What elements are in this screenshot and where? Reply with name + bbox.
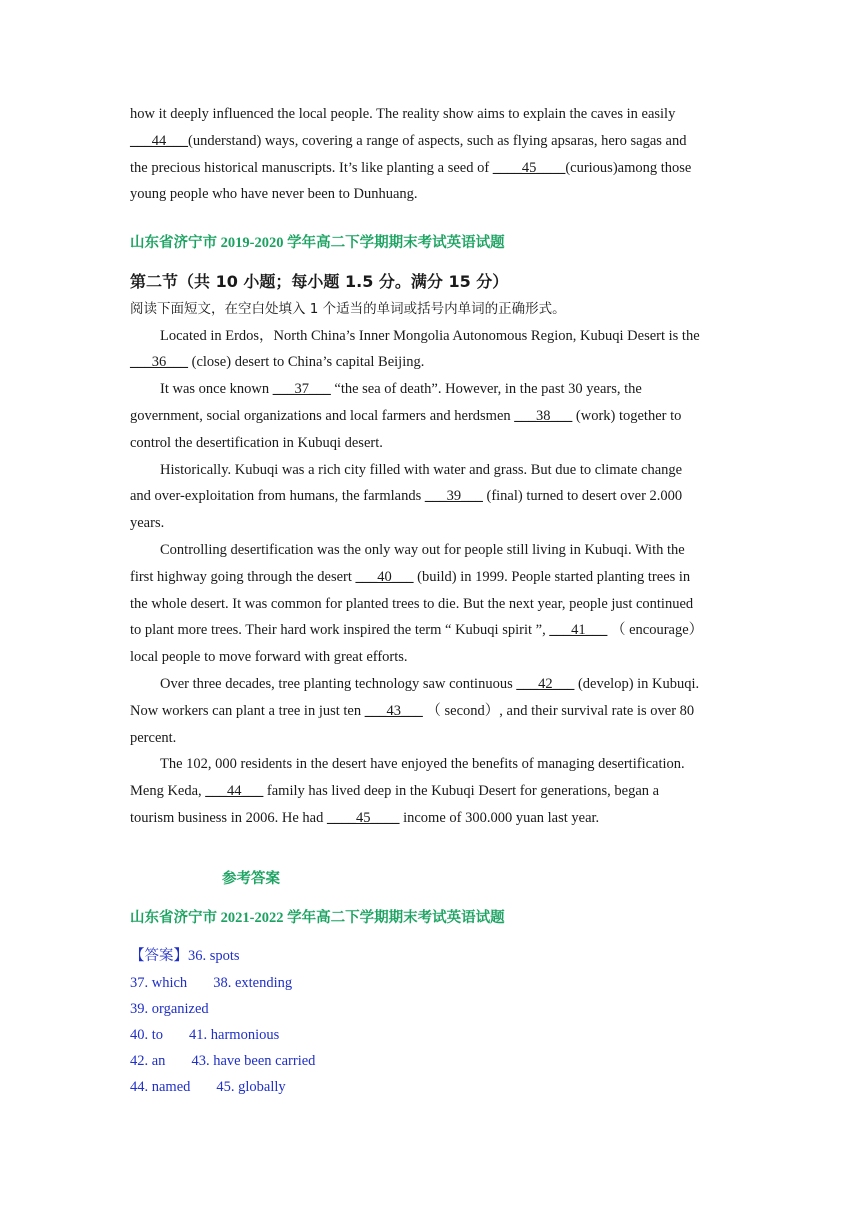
- passage-text: Now workers can plant a tree in just ten: [130, 702, 365, 719]
- passage-text: It was once known: [160, 381, 273, 398]
- blank-43: ___43___: [364, 702, 423, 719]
- passage-text: the whole desert. It was common for planted trees to die. But the next year, people just continued: [130, 595, 694, 612]
- passage-text: income of 300.000 yuan last year.: [399, 809, 600, 826]
- paragraph-3-line-2: [130, 483, 730, 510]
- paragraph-4-line-1: [130, 537, 730, 564]
- blank-39: ___39___: [424, 488, 483, 505]
- passage-text: (close) desert to China’s capital Beijing.: [188, 354, 425, 371]
- paragraph-5-line-2: [130, 698, 730, 725]
- passage-text: first highway going through the desert: [130, 568, 356, 585]
- section-heading: 第二节（共 10 小题；每小题 1.5 分。满分 15 分）: [130, 271, 509, 291]
- paragraph-6-line-2: [130, 778, 730, 805]
- paragraph-4-line-4: [130, 617, 730, 644]
- passage-text: The 102, 000 residents in the desert have enjoyed the benefits of managing desertification.: [160, 756, 685, 773]
- passage-text: percent.: [130, 729, 177, 746]
- paragraph-2-line-3: [130, 430, 730, 457]
- passage-text: local people to move forward with great efforts.: [130, 649, 408, 666]
- answer-45: 45. globally: [216, 1079, 286, 1096]
- blank-45: ____45____: [326, 809, 400, 826]
- answer-source: 山东省济宁市 2021-2022 学年高二下学期期末考试英语试题: [130, 909, 505, 926]
- paragraph-4-line-3: [130, 591, 730, 618]
- intro-line-2: [130, 128, 730, 155]
- passage-text: years.: [130, 515, 165, 532]
- paragraph-4-line-5: [130, 644, 730, 671]
- blank-41: ___41___: [549, 622, 608, 639]
- passage-text: (final) turned to desert over 2.000: [482, 488, 683, 505]
- intro-text: the precious historical manuscripts. It’s like planting a seed of: [130, 159, 490, 176]
- blank-44-intro: ___44___: [130, 132, 188, 149]
- passage-text: Controlling desertification was the only way out for people still living in Kubuqi. With the: [160, 541, 685, 558]
- blank-40: ___40___: [355, 568, 414, 585]
- answer-44: 44. named: [130, 1079, 191, 1096]
- answer-40: 40. to: [130, 1026, 164, 1043]
- answer-39: 39. organized: [130, 1000, 209, 1017]
- answer-43: 43. have been carried: [191, 1053, 316, 1070]
- instruction: 阅读下面短文，在空白处填入 1 个适当的单词或括号内单词的正确形式。: [130, 300, 566, 317]
- paragraph-4-line-2: [130, 564, 730, 591]
- blank-44: ___44___: [205, 783, 264, 800]
- blank-45-intro: ____45____: [492, 159, 566, 176]
- answer-label: 【答案】: [130, 948, 188, 965]
- passage-text: Meng Keda,: [130, 783, 206, 800]
- passage-text: (work) together to: [572, 407, 682, 424]
- blank-38: ___38___: [514, 407, 573, 424]
- paragraph-3-line-3: [130, 510, 730, 537]
- passage-text: family has lived deep in the Kubuqi Desert for generations, began a: [263, 783, 660, 800]
- answer-41: 41. harmonious: [189, 1026, 280, 1043]
- blank-37: ___37___: [272, 381, 331, 398]
- paragraph-1-line-2: [130, 349, 730, 376]
- answer-title: 参考答案: [222, 870, 280, 887]
- intro-text: (understand) ways, covering a range of aspects, such as flying apsaras, hero sagas and: [188, 132, 687, 149]
- answer-36: 36. spots: [188, 948, 240, 965]
- paragraph-3-line-1: [130, 457, 730, 484]
- passage-text: tourism business in 2006. He had: [130, 809, 327, 826]
- answer-line-1: [130, 943, 730, 969]
- document-page: [130, 101, 730, 1101]
- answer-line-4: [130, 1022, 730, 1048]
- section-source: 山东省济宁市 2019-2020 学年高二下学期期末考试英语试题: [130, 235, 505, 252]
- intro-line-1: [130, 101, 730, 128]
- intro-line-4: [130, 181, 730, 208]
- intro-text: (curious)among those: [565, 159, 692, 176]
- passage-text: control the desertification in Kubuqi desert.: [130, 434, 383, 451]
- blank-36: ___36___: [130, 354, 188, 371]
- passage-text: （ encourage）: [607, 622, 704, 639]
- passage-text: and over-exploitation from humans, the farmlands: [130, 488, 425, 505]
- paragraph-2-line-2: [130, 403, 730, 430]
- passage-text: Historically. Kubuqi was a rich city filled with water and grass. But due to climate change: [160, 461, 683, 478]
- passage-text: (build) in 1999. People started planting trees in: [413, 568, 691, 585]
- paragraph-6-line-1: [130, 751, 730, 778]
- intro-text: young people who have never been to Dunhuang.: [130, 186, 418, 203]
- paragraph-2-line-1: [130, 376, 730, 403]
- paragraph-5-line-3: [130, 725, 730, 752]
- passage-text: Located in Erdos，North China’s Inner Mongolia Autonomous Region, Kubuqi Desert is the: [160, 327, 700, 344]
- intro-text: how it deeply influenced the local people. The reality show aims to explain the caves in easily: [130, 106, 676, 122]
- answer-37: 37. which: [130, 974, 188, 991]
- passage-text: government, social organizations and local farmers and herdsmen: [130, 407, 515, 424]
- answer-line-3: [130, 996, 730, 1022]
- passage-text: Over three decades, tree planting technology saw continuous: [160, 675, 517, 692]
- intro-line-3: [130, 155, 730, 182]
- paragraph-6-line-3: [130, 805, 730, 832]
- answer-42: 42. an: [130, 1053, 166, 1070]
- answer-line-6: [130, 1074, 730, 1100]
- passage-text: “the sea of death”. However, in the past 30 years, the: [330, 381, 642, 398]
- passage-text: (develop) in Kubuqi.: [574, 675, 700, 692]
- passage-text: to plant more trees. Their hard work inspired the term “ Kubuqi spirit ”,: [130, 622, 550, 639]
- answer-38: 38. extending: [213, 974, 293, 991]
- blank-42: ___42___: [516, 675, 575, 692]
- answer-line-2: [130, 970, 730, 996]
- paragraph-5-line-1: [130, 671, 730, 698]
- answer-line-5: [130, 1048, 730, 1074]
- passage-text: （ second）, and their survival rate is over 80: [422, 702, 695, 719]
- paragraph-1-line-1: [130, 323, 730, 350]
